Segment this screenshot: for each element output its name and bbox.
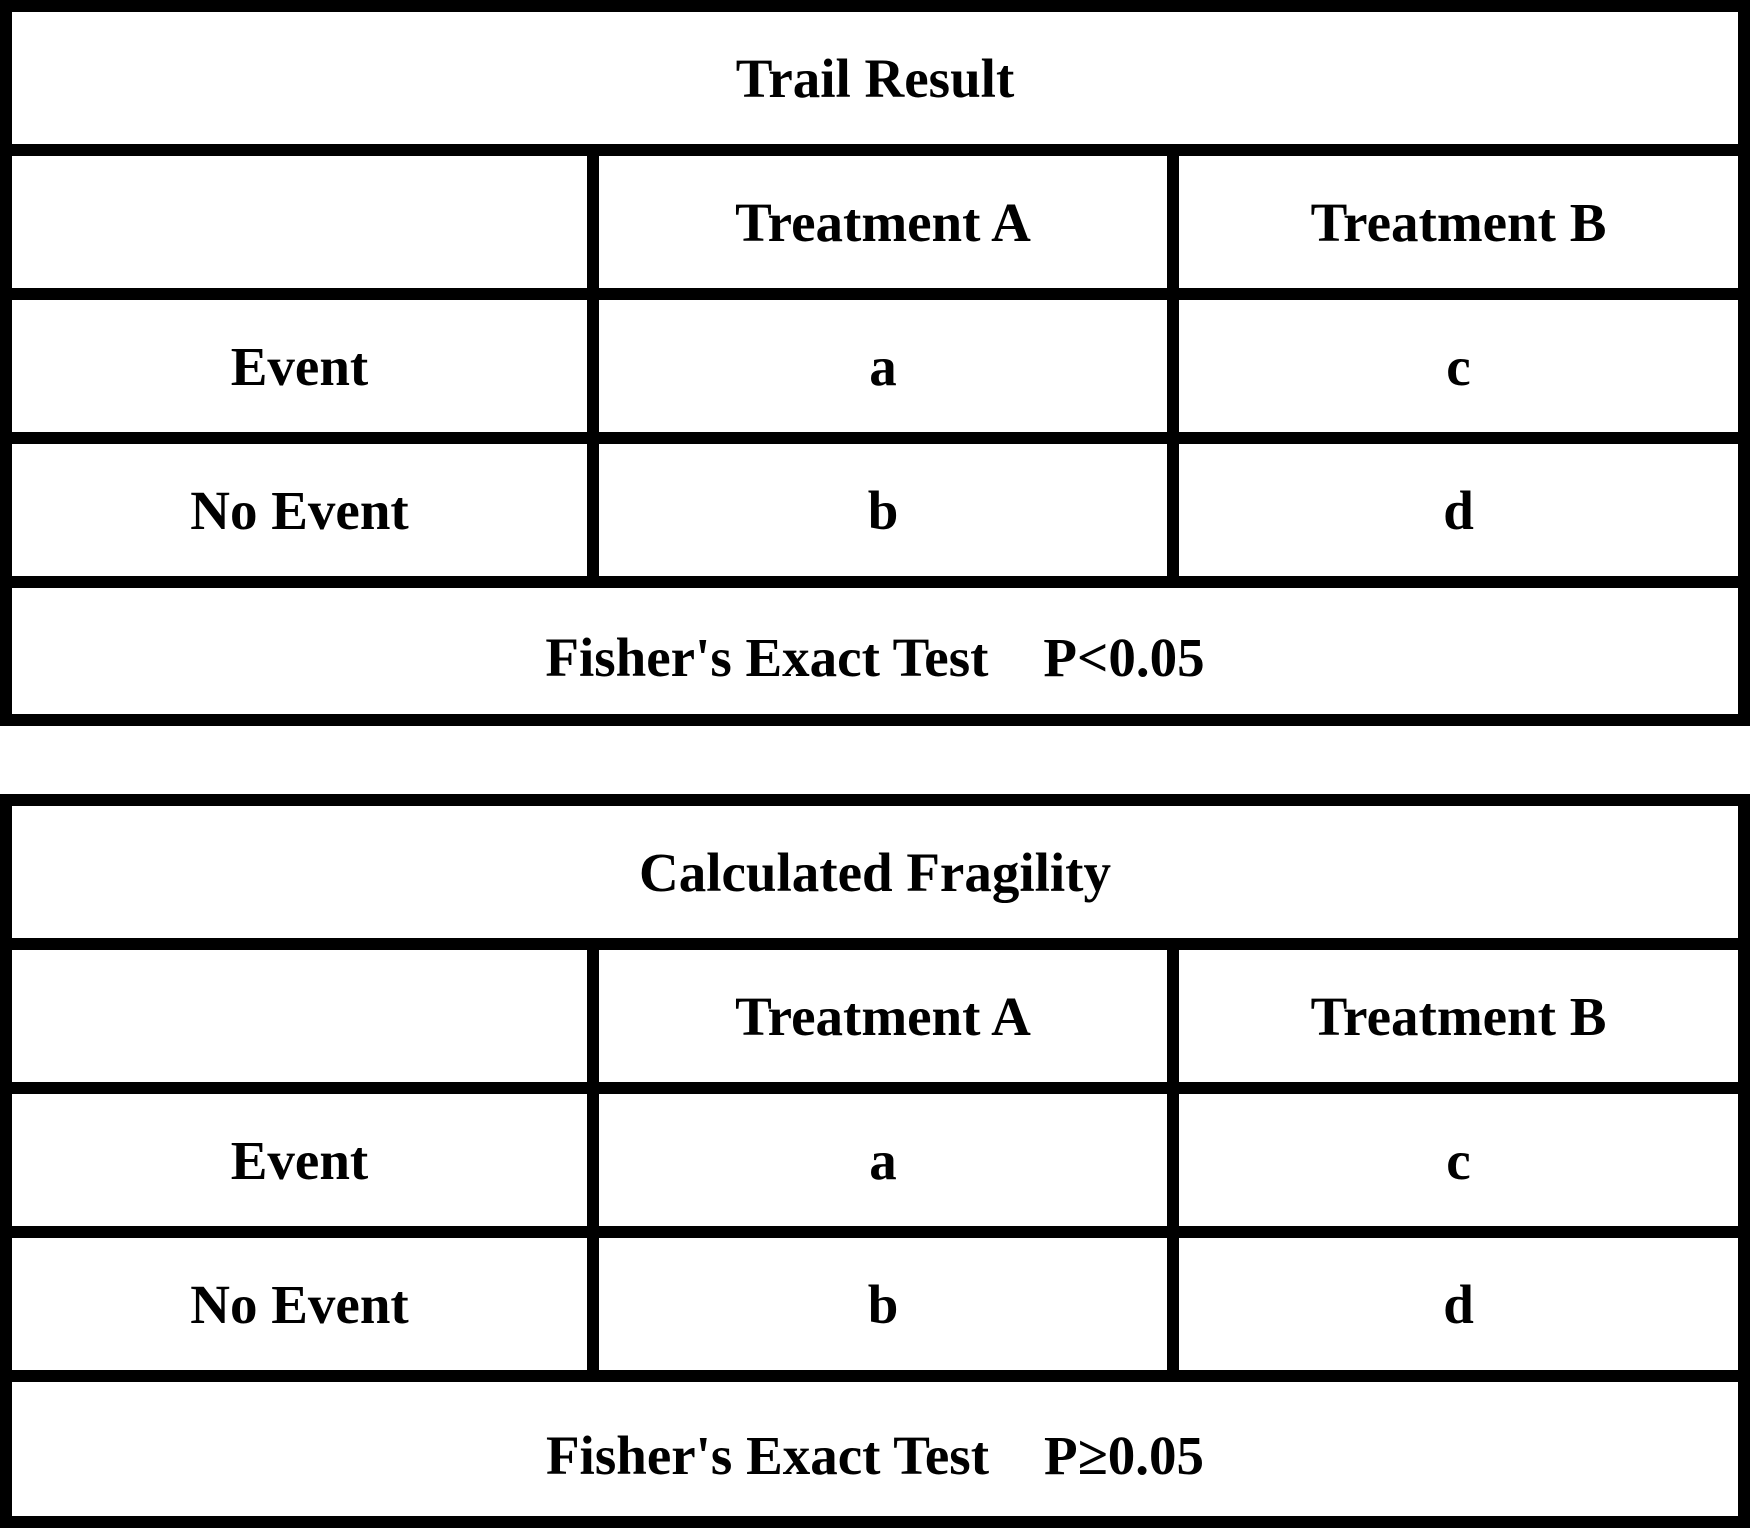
header-treatment-b: Treatment B <box>1167 950 1738 1082</box>
table-row-event <box>12 288 1738 432</box>
header-treatment-a: Treatment A <box>587 950 1167 1082</box>
table-title-row <box>12 12 1738 144</box>
fisher-test-result: Fisher's Exact Test P≥0.05 <box>545 1424 1205 1486</box>
cell-no-event-treatment-b: d <box>1167 444 1738 576</box>
cell-event-treatment-b: c <box>1167 300 1738 432</box>
trail-result-table <box>0 0 1750 726</box>
cell-event-treatment-a: a <box>587 1094 1167 1226</box>
cell-no-event-treatment-a: b <box>587 1238 1167 1370</box>
table-title-row <box>12 806 1738 938</box>
table-title: Trail Result <box>735 47 1015 109</box>
header-row <box>12 144 1738 288</box>
header-treatment-a: Treatment A <box>587 156 1167 288</box>
row-label-no-event: No Event <box>190 479 409 541</box>
table-row-no-event <box>12 1226 1738 1370</box>
table-title: Calculated Fragility <box>638 841 1111 903</box>
fisher-test-result: Fisher's Exact Test P<0.05 <box>545 626 1205 688</box>
table-row-event <box>12 1082 1738 1226</box>
footer-row <box>12 576 1738 726</box>
row-label-event: Event <box>230 1129 369 1191</box>
row-label-no-event: No Event <box>190 1273 409 1335</box>
footer-row <box>12 1370 1738 1528</box>
header-treatment-b: Treatment B <box>1167 156 1738 288</box>
row-label-event: Event <box>230 335 369 397</box>
header-corner-cell <box>12 950 587 1082</box>
header-row <box>12 938 1738 1082</box>
cell-no-event-treatment-b: d <box>1167 1238 1738 1370</box>
header-corner-cell <box>12 156 587 288</box>
cell-no-event-treatment-a: b <box>587 444 1167 576</box>
cell-event-treatment-a: a <box>587 300 1167 432</box>
calculated-fragility-table <box>0 794 1750 1528</box>
table-row-no-event <box>12 432 1738 576</box>
cell-event-treatment-b: c <box>1167 1094 1738 1226</box>
